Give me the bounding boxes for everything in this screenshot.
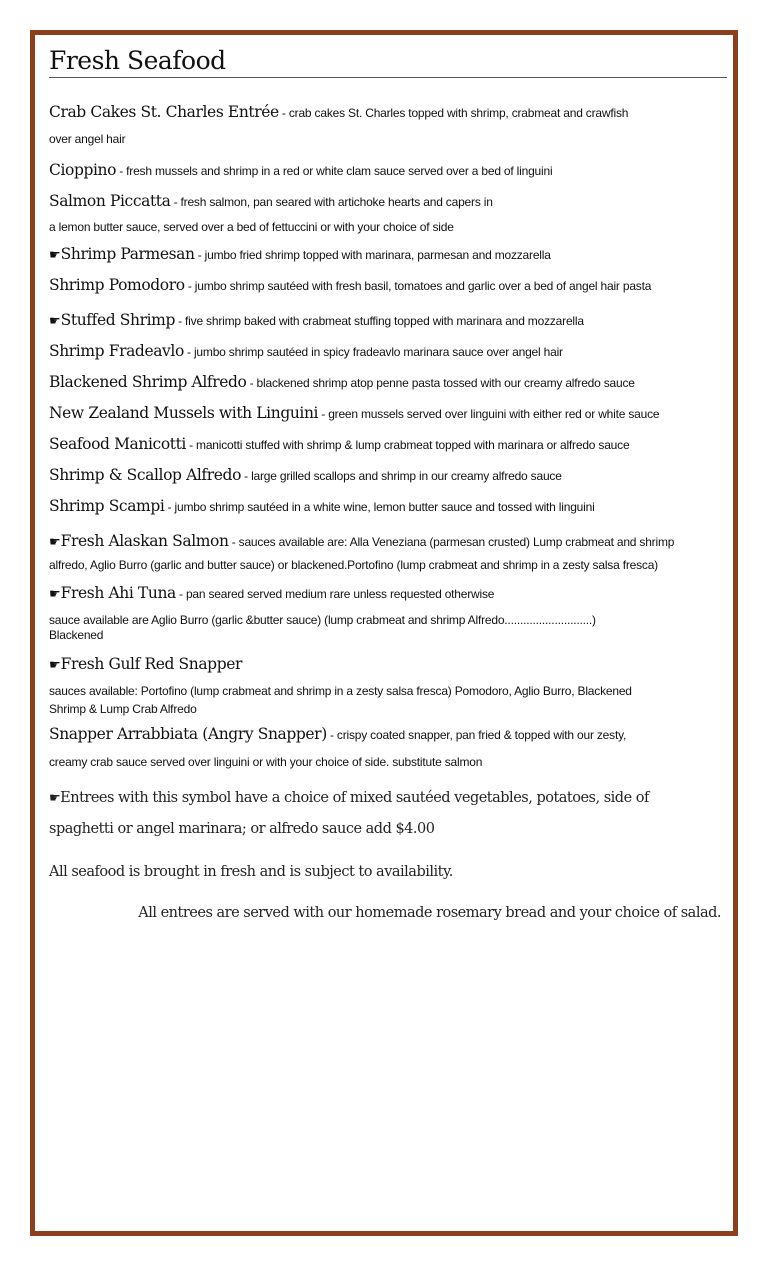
menu-item-continued: sauce available are Aglio Burro (garlic &butter sauce) (lump crabmeat and shrimp Alfredo............................) (49, 613, 596, 627)
menu-item: Salmon Piccatta - fresh salmon, pan seared with artichoke hearts and capers in (49, 192, 493, 210)
menu-item-continued: creamy crab sauce served over linguini or with your choice of side. substitute salmon (49, 755, 483, 769)
menu-item: ☛Fresh Ahi Tuna - pan seared served medium rare unless requested otherwise (49, 584, 495, 602)
symbol-note-continued: spaghetti or angel marinara; or alfredo sauce add $4.00 (49, 821, 435, 837)
pointing-hand-icon: ☛ (49, 534, 61, 549)
menu-item-continued: Blackened (49, 628, 104, 642)
availability-note: All seafood is brought in fresh and is subject to availability. (49, 864, 453, 880)
menu-item: ☛Stuffed Shrimp - five shrimp baked with crabmeat stuffing topped with marinara and mozzarella (49, 311, 584, 329)
menu-item-continued: a lemon butter sauce, served over a bed of fettuccini or with your choice of side (49, 220, 454, 234)
menu-item: Snapper Arrabbiata (Angry Snapper) - crispy coated snapper, pan fried & topped with our zesty, (49, 725, 627, 743)
pointing-hand-icon: ☛ (49, 247, 61, 262)
menu-item: Shrimp Scampi - jumbo shrimp sautéed in a white wine, lemon butter sauce and tossed with linguini (49, 497, 595, 515)
menu-item: Seafood Manicotti - manicotti stuffed with shrimp & lump crabmeat topped with marinara or alfredo sauce (49, 435, 630, 453)
menu-item: Cioppino - fresh mussels and shrimp in a red or white clam sauce served over a bed of linguini (49, 161, 553, 179)
menu-item: Shrimp Pomodoro - jumbo shrimp sautéed with fresh basil, tomatoes and garlic over a bed of angel hair pasta (49, 276, 652, 294)
menu-item: Shrimp Fradeavlo - jumbo shrimp sautéed in spicy fradeavlo marinara sauce over angel hair (49, 342, 563, 360)
menu-item-continued: over angel hair (49, 132, 126, 146)
served-with-note: All entrees are served with our homemade rosemary bread and your choice of salad. (138, 905, 721, 921)
pointing-hand-icon: ☛ (49, 657, 61, 672)
page-title: Fresh Seafood (49, 45, 727, 78)
menu-item-continued: Shrimp & Lump Crab Alfredo (49, 702, 197, 716)
menu-item: Crab Cakes St. Charles Entrée - crab cakes St. Charles topped with shrimp, crabmeat and crawfish (49, 103, 629, 121)
pointing-hand-icon: ☛ (49, 313, 61, 328)
menu-item: ☛Fresh Alaskan Salmon - sauces available are: Alla Veneziana (parmesan crusted) Lump crabmeat and shrimp (49, 532, 675, 550)
menu-item: New Zealand Mussels with Linguini - green mussels served over linguini with either red or white sauce (49, 404, 660, 422)
symbol-note: ☛Entrees with this symbol have a choice of mixed sautéed vegetables, potatoes, side of (49, 790, 649, 806)
pointing-hand-icon: ☛ (49, 586, 61, 601)
menu-item: Shrimp & Scallop Alfredo - large grilled scallops and shrimp in our creamy alfredo sauce (49, 466, 562, 484)
menu-frame (30, 30, 738, 1236)
menu-item-continued: sauces available: Portofino (lump crabmeat and shrimp in a zesty salsa fresca) Pomodoro, Aglio Burro, Blackened (49, 684, 632, 698)
menu-item-continued: alfredo, Aglio Burro (garlic and butter sauce) or blackened.Portofino (lump crabmeat and shrimp in a zesty salsa fresca) (49, 558, 658, 572)
menu-item: ☛Shrimp Parmesan - jumbo fried shrimp topped with marinara, parmesan and mozzarella (49, 245, 551, 263)
menu-item: ☛Fresh Gulf Red Snapper (49, 655, 243, 673)
pointing-hand-icon: ☛ (49, 791, 61, 806)
menu-item: Blackened Shrimp Alfredo - blackened shrimp atop penne pasta tossed with our creamy alfredo sauce (49, 373, 635, 391)
